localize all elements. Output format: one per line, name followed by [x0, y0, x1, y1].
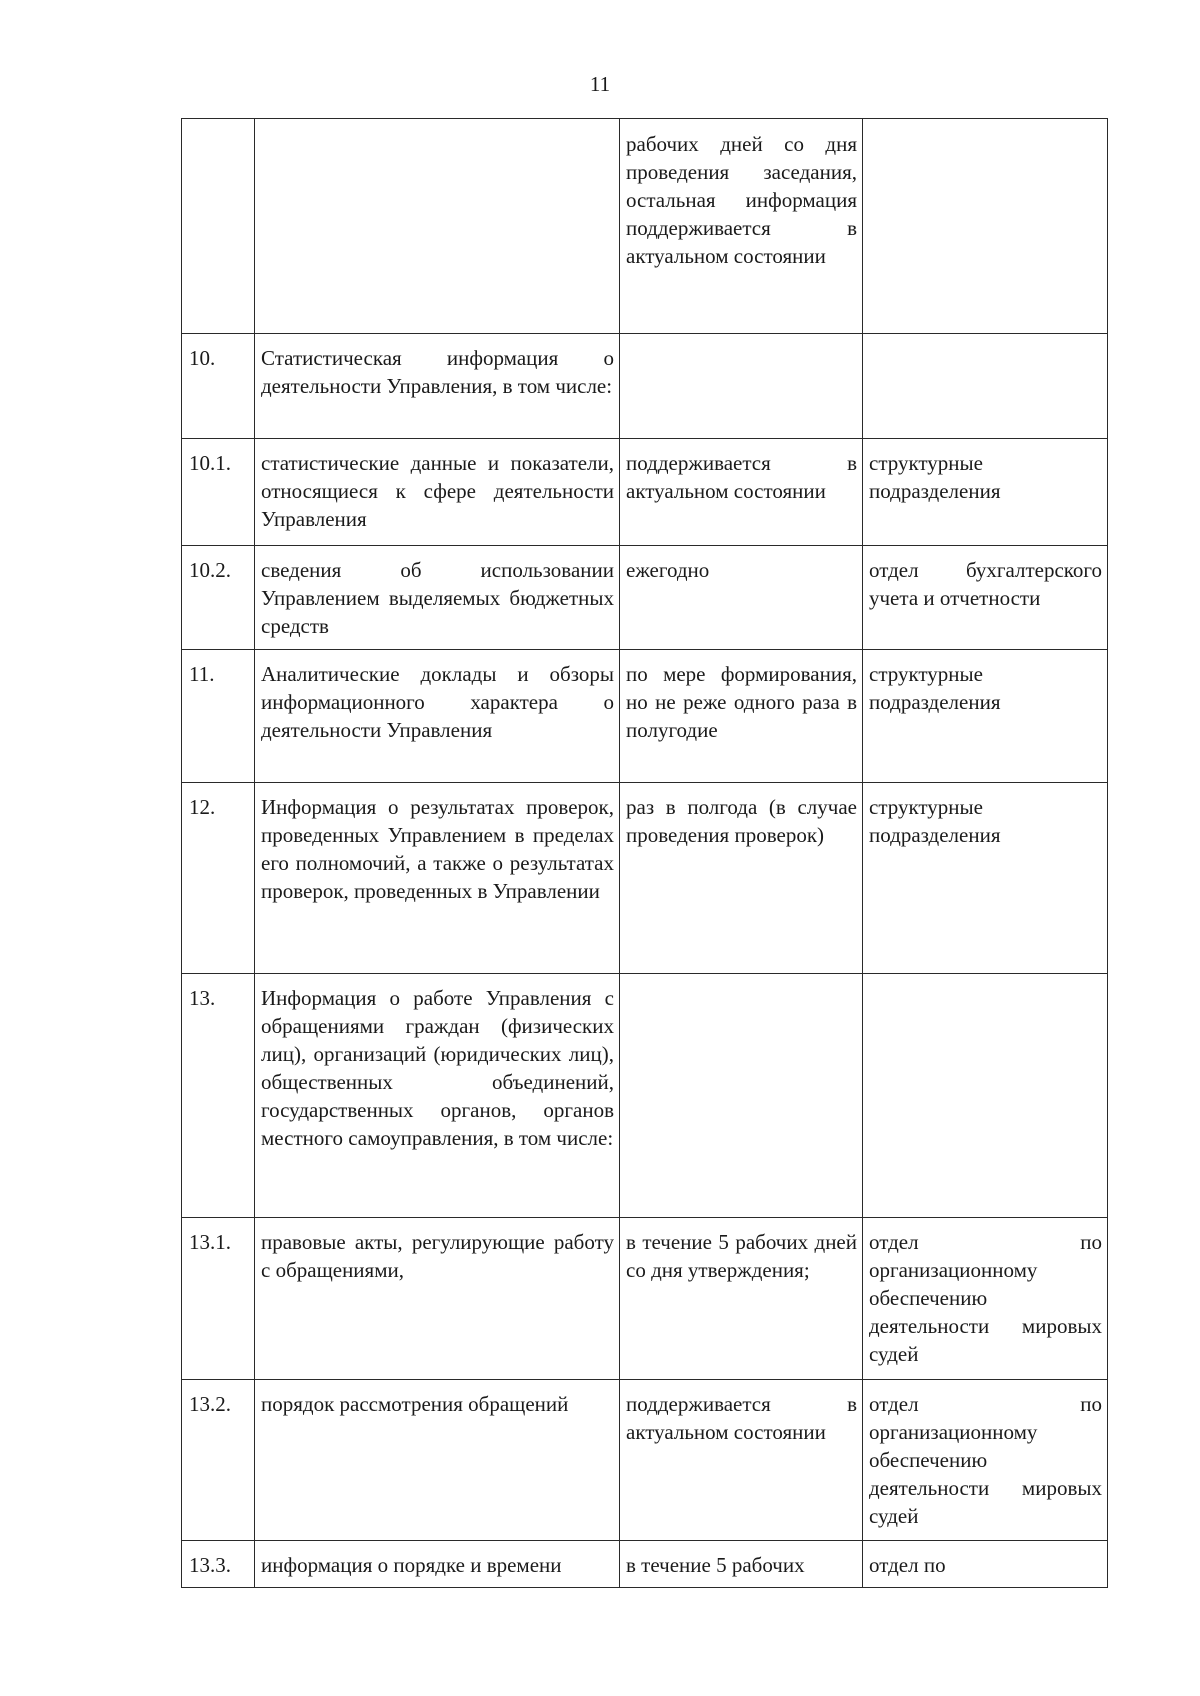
- row-period-cell: [620, 334, 863, 439]
- table-row: [182, 1218, 1108, 1380]
- page-number: 11: [589, 72, 611, 96]
- row-number-cell: 10.2.: [182, 546, 255, 650]
- row-name-cell: статистические данные и показатели, относящиеся к сфере деятельности Управления: [255, 439, 620, 546]
- row-responsible-cell: [863, 334, 1108, 439]
- row-number-cell: [182, 119, 255, 334]
- row-number-cell: 12.: [182, 783, 255, 974]
- table-row: [182, 783, 1108, 974]
- row-period-cell: [620, 974, 863, 1218]
- row-period-cell: по мере формирования, но не реже одного раза в полугодие: [620, 650, 863, 783]
- table-row: [182, 1541, 1108, 1588]
- row-responsible-cell: отдел бухгалтерского учета и отчетности: [863, 546, 1108, 650]
- row-number-cell: 13.: [182, 974, 255, 1218]
- table-row: [182, 334, 1108, 439]
- table-row: [182, 974, 1108, 1218]
- row-period-cell: рабочих дней со дня проведения заседания, остальная информация поддерживается в актуальном состоянии: [620, 119, 863, 334]
- row-responsible-cell: [863, 974, 1108, 1218]
- table-row: [182, 119, 1108, 334]
- row-name-cell: сведения об использовании Управлением выделяемых бюджетных средств: [255, 546, 620, 650]
- table-row: [182, 1380, 1108, 1541]
- row-period-cell: ежегодно: [620, 546, 863, 650]
- row-number-cell: 11.: [182, 650, 255, 783]
- row-name-cell: правовые акты, регулирующие работу с обращениями,: [255, 1218, 620, 1380]
- row-period-cell: раз в полгода (в случае проведения проверок): [620, 783, 863, 974]
- row-period-cell: поддерживается в актуальном состоянии: [620, 439, 863, 546]
- table-row: [182, 439, 1108, 546]
- row-period-cell: поддерживается в актуальном состоянии: [620, 1380, 863, 1541]
- row-name-cell: Статистическая информация о деятельности Управления, в том числе:: [255, 334, 620, 439]
- row-number-cell: 13.2.: [182, 1380, 255, 1541]
- row-name-cell: Информация о работе Управления с обращениями граждан (физических лиц), организаций (юридических лиц), общественных объединений, государственных органов, органов местного самоуправления, в том числе:: [255, 974, 620, 1218]
- row-number-cell: 10.1.: [182, 439, 255, 546]
- row-responsible-cell: структурные подразделения: [863, 439, 1108, 546]
- row-responsible-cell: отдел по организационному обеспечению деятельности мировых судей: [863, 1380, 1108, 1541]
- table-row: [182, 546, 1108, 650]
- table-row: [182, 650, 1108, 783]
- row-responsible-cell: отдел по организационному обеспечению деятельности мировых судей: [863, 1218, 1108, 1380]
- row-responsible-cell: структурные подразделения: [863, 783, 1108, 974]
- row-number-cell: 13.3.: [182, 1541, 255, 1588]
- row-name-cell: информация о порядке и времени: [255, 1541, 620, 1588]
- row-name-cell: порядок рассмотрения обращений: [255, 1380, 620, 1541]
- row-period-cell: в течение 5 рабочих: [620, 1541, 863, 1588]
- row-name-cell: Аналитические доклады и обзоры информационного характера о деятельности Управления: [255, 650, 620, 783]
- row-number-cell: 10.: [182, 334, 255, 439]
- row-period-cell: в течение 5 рабочих дней со дня утверждения;: [620, 1218, 863, 1380]
- row-responsible-cell: [863, 119, 1108, 334]
- document-table: [181, 118, 1108, 1588]
- row-name-cell: [255, 119, 620, 334]
- row-name-cell: Информация о результатах проверок, проведенных Управлением в пределах его полномочий, а также о результатах проверок, проведенных в Управлении: [255, 783, 620, 974]
- row-responsible-cell: структурные подразделения: [863, 650, 1108, 783]
- row-number-cell: 13.1.: [182, 1218, 255, 1380]
- row-responsible-cell: отдел по: [863, 1541, 1108, 1588]
